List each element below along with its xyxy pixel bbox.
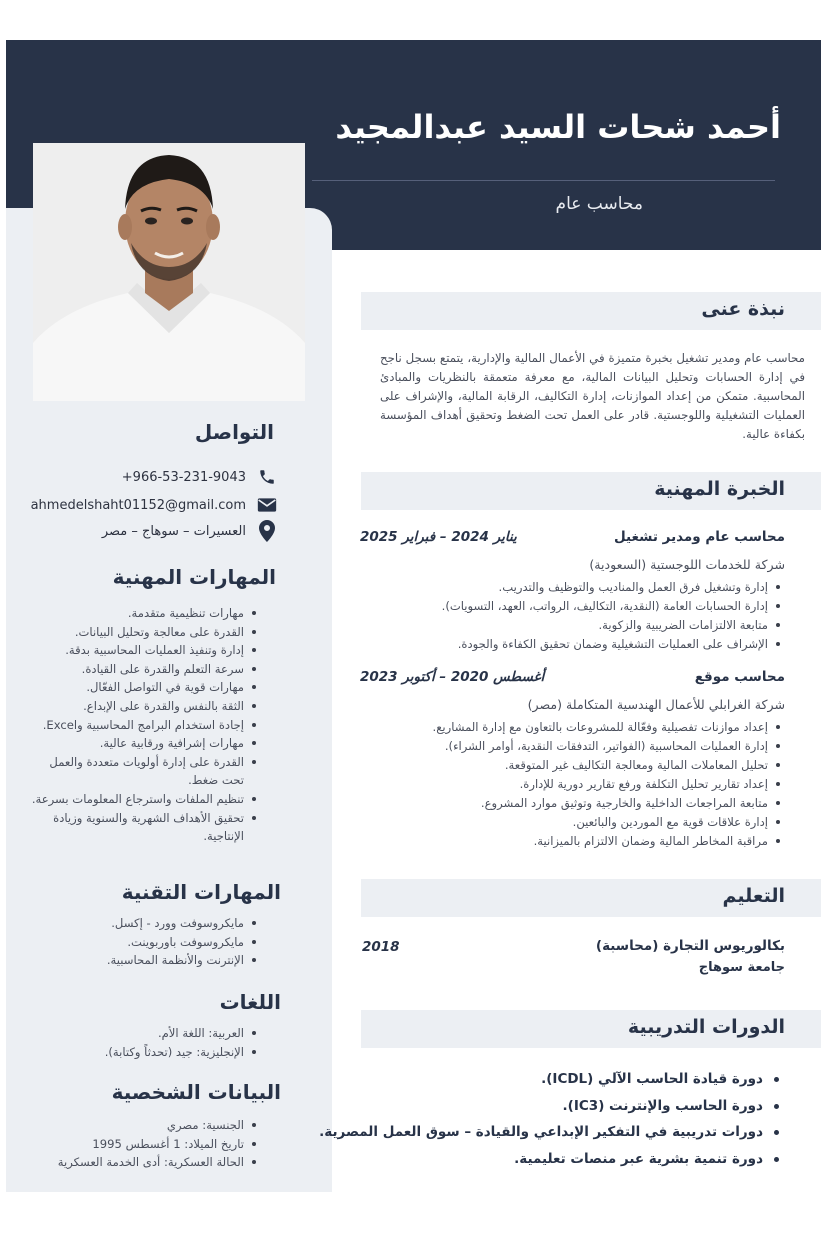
contact-email: [31, 494, 278, 516]
courses-list: [319, 1066, 785, 1172]
header-divider: [312, 180, 775, 181]
list-item: الجنسية: مصري: [25, 1116, 261, 1135]
job-2-dates: أغسطس 2020 – أكتوبر 2023: [360, 669, 545, 685]
location-icon: [256, 520, 278, 542]
email-value[interactable]: ahmedelshaht01152@gmail.com: [30, 497, 246, 513]
contact-phone: [122, 466, 278, 488]
job-1-role: محاسب عام ومدير تشغيل: [613, 529, 785, 545]
list-item: مهارات تنظيمية متقدمة.: [25, 604, 261, 623]
list-item: تحليل المعاملات المالية ومعالجة التكاليف غير المتوقعة.: [433, 756, 785, 775]
personal-data-list: [25, 1116, 261, 1172]
education-degree: بكالوريوس التجارة (محاسبة): [595, 938, 785, 954]
list-item: مايكروسوفت وورد - إكسل.: [25, 914, 261, 933]
location-value: العسيرات – سوهاج – مصر: [101, 523, 246, 539]
list-item: سرعة التعلم والقدرة على القيادة.: [25, 660, 261, 679]
email-icon: [256, 494, 278, 516]
list-item: مهارات قوية في التواصل الفعّال.: [25, 678, 261, 697]
list-item: مايكروسوفت باوربوينت.: [25, 933, 261, 952]
contact-location: [102, 520, 278, 542]
languages-heading: اللغات: [219, 990, 281, 1014]
list-item: الإنترنت والأنظمة المحاسبية.: [25, 951, 261, 970]
list-item: دورة قيادة الحاسب الآلي (ICDL).: [319, 1066, 785, 1093]
about-section-bar: [361, 292, 821, 330]
education-year: 2018: [362, 939, 400, 955]
experience-section-bar: [361, 472, 821, 510]
list-item: دورة الحاسب والإنترنت (IC3).: [319, 1093, 785, 1120]
courses-heading: الدورات التدريبية: [627, 1016, 785, 1038]
phone-icon: [256, 466, 278, 488]
job-1-dates: يناير 2024 – فبراير 2025: [360, 529, 517, 545]
list-item: إعداد موازنات تفصيلية وفعّالة للمشروعات بالتعاون مع إدارة المشاريع.: [433, 718, 785, 737]
about-text: محاسب عام ومدير تشغيل بخبرة متميزة في الأعمال المالية والإدارية، يتمتع بسجل ناجح في إدارة الحسابات وتحليل البيانات المالية، مع معرفة متعمقة بالنظريات والمبادئ المحاسبية. متمكن من إعداد الموازنات، إدارة التكاليف، الرقابة المالية، والإشراف على العمليات التشغيلية واللوجستية. قادر على العمل تحت الضغط وتحقيق أهداف المؤسسة بكفاءة عالية.: [380, 351, 805, 441]
list-item: القدرة على معالجة وتحليل البيانات.: [25, 623, 261, 642]
job-2-company: شركة الغرابلي للأعمال الهندسية المتكاملة (مصر): [527, 697, 785, 712]
job-1-company: شركة للخدمات اللوجستية (السعودية): [589, 557, 785, 572]
about-heading: نبذة عنى: [701, 298, 785, 320]
list-item: إدارة العمليات المحاسبية (الفواتير، التدفقات النقدية، أوامر الشراء).: [433, 737, 785, 756]
list-item: إدارة وتنفيذ العمليات المحاسبية بدقة.: [25, 641, 261, 660]
candidate-name: أحمد شحات السيد عبدالمجيد: [335, 108, 781, 146]
list-item: دورات تدريبية في التفكير الإبداعي والقيادة – سوق العمل المصرية.: [319, 1119, 785, 1146]
education-heading: التعليم: [722, 885, 785, 907]
job-1-duties: [442, 578, 785, 654]
list-item: متابعة الالتزامات الضريبية والزكوية.: [442, 616, 785, 635]
education-section-bar: [361, 879, 821, 917]
list-item: متابعة المراجعات الداخلية والخارجية وتوثيق موارد المشروع.: [433, 794, 785, 813]
courses-section-bar: [361, 1010, 821, 1048]
list-item: الثقة بالنفس والقدرة على الإبداع.: [25, 697, 261, 716]
list-item: تاريخ الميلاد: 1 أغسطس 1995: [25, 1135, 261, 1154]
profile-photo: [33, 143, 305, 401]
list-item: تحقيق الأهداف الشهرية والسنوية وزيادة الإنتاجية.: [25, 809, 261, 846]
list-item: إدارة علاقات قوية مع الموردين والبائعين.: [433, 813, 785, 832]
list-item: إعداد تقارير تحليل التكلفة ورفع تقارير دورية للإدارة.: [433, 775, 785, 794]
education-school: جامعة سوهاج: [698, 960, 785, 975]
job-1-header: [360, 529, 785, 549]
list-item: العربية: اللغة الأم.: [25, 1024, 261, 1043]
professional-skills-list: [25, 604, 261, 846]
contact-heading: التواصل: [194, 420, 274, 444]
list-item: مهارات إشرافية ورقابية عالية.: [25, 734, 261, 753]
list-item: دورة تنمية بشرية عبر منصات تعليمية.: [319, 1146, 785, 1173]
technical-skills-list: [25, 914, 261, 970]
list-item: تنظيم الملفات واسترجاع المعلومات بسرعة.: [25, 790, 261, 809]
phone-value[interactable]: +966-53-231-9043: [121, 469, 246, 485]
languages-list: [25, 1024, 261, 1061]
resume-page: [6, 40, 821, 1192]
job-2-duties: [433, 718, 785, 851]
list-item: الإنجليزية: جيد (تحدثاً وكتابة).: [25, 1043, 261, 1062]
job-2-role: محاسب موقع: [694, 669, 785, 685]
technical-skills-heading: المهارات التقنية: [121, 880, 281, 904]
experience-heading: الخبرة المهنية: [654, 478, 785, 500]
job-2-header: [360, 669, 785, 689]
list-item: الإشراف على العمليات التشغيلية وضمان تحقيق الكفاءة والجودة.: [442, 635, 785, 654]
personal-data-heading: البيانات الشخصية: [111, 1080, 281, 1104]
list-item: إجادة استخدام البرامج المحاسبية وExcel.: [25, 716, 261, 735]
list-item: مراقبة المخاطر المالية وضمان الالتزام بالميزانية.: [433, 832, 785, 851]
job-title: محاسب عام: [555, 194, 643, 214]
list-item: القدرة على إدارة أولويات متعددة والعمل تحت ضغط.: [25, 753, 261, 790]
list-item: إدارة الحسابات العامة (النقدية، التكاليف، الرواتب، العهد، التسويات).: [442, 597, 785, 616]
list-item: الحالة العسكرية: أدى الخدمة العسكرية: [25, 1153, 261, 1172]
professional-skills-heading: المهارات المهنية: [112, 565, 276, 589]
list-item: إدارة وتشغيل فرق العمل والمناديب والتوظيف والتدريب.: [442, 578, 785, 597]
